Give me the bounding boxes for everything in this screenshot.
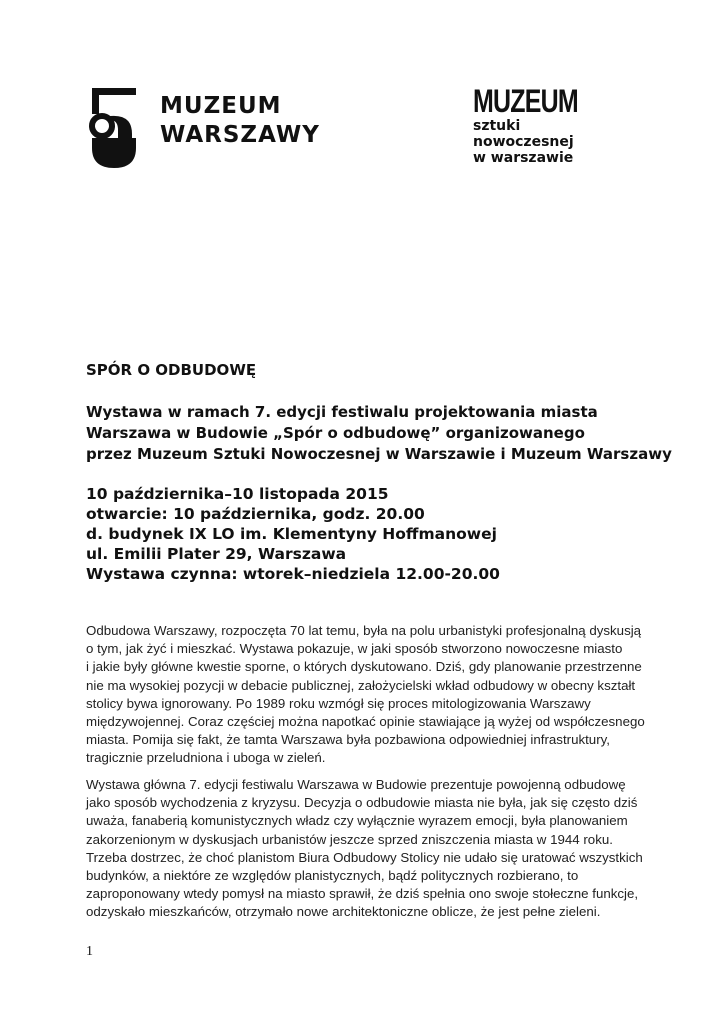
event-hours: Wystawa czynna: wtorek–niedziela 12.00-20.00	[86, 565, 500, 583]
paragraph-line: nie ma wysokiej pozycji w debacie publicznej, założycielski wkład odbudowy w obecny kształt	[86, 677, 636, 693]
msn-logo	[473, 84, 613, 176]
document-title: SPÓR O ODBUDOWĘ	[86, 361, 257, 379]
msn-logo-line-2: nowoczesnej	[473, 134, 574, 150]
muzeum-warszawy-wordmark	[160, 92, 320, 150]
mw-line-2: WARSZAWY	[160, 122, 320, 148]
msn-logo-big: MUZEUM	[473, 83, 578, 119]
page-number: 1	[86, 944, 93, 959]
paragraph-line: zakorzenionym w dyskusjach urbanistów jeszcze sprzed zniszczenia miasta w 1944 roku.	[86, 831, 613, 847]
subtitle-line: Warszawa w Budowie „Spór o odbudowę” organizowanego	[86, 424, 585, 442]
event-address: ul. Emilii Plater 29, Warszawa	[86, 545, 347, 563]
paragraph-line: budynków, a niektóre ze względów planistycznych, bądź politycznych rozbierano, to	[86, 868, 579, 884]
body-paragraph-2	[86, 776, 656, 922]
paragraph-line: uważa, fanaberią komunistycznych władz czy wyłącznie wyrazem emocji, była planowaniem	[86, 813, 628, 829]
mermaid-emblem-icon	[88, 86, 148, 170]
subtitle-line: przez Muzeum Sztuki Nowoczesnej w Warszawie i Muzeum Warszawy	[86, 445, 672, 463]
paragraph-line: stolicy bywa ignorowany. Po 1989 roku wzmógł się proces mitologizowania Warszawy	[86, 695, 591, 711]
subtitle-line: Wystawa w ramach 7. edycji festiwalu projektowania miasta	[86, 403, 598, 421]
paragraph-line: Trzeba dostrzec, że choć planistom Biura Odbudowy Stolicy nie udało się uratować wszystkich	[86, 849, 643, 865]
paragraph-line: i jakie były główne kwestie sporne, o których dyskutowano. Dziś, gdy planowanie przestrzenne	[86, 659, 642, 675]
paragraph-line: Wystawa główna 7. edycji festiwalu Warszawa w Budowie prezentuje powojenną odbudowę	[86, 777, 626, 792]
paragraph-line: Odbudowa Warszawy, rozpoczęta 70 lat temu, była na polu urbanistyki profesjonalną dyskusją	[86, 623, 642, 638]
body-paragraph-1	[86, 622, 656, 768]
event-details	[86, 484, 646, 584]
event-venue: d. budynek IX LO im. Klementyny Hoffmanowej	[86, 525, 497, 543]
paragraph-line: zaproponowany wtedy pomysł na miasto sprawił, że dziś spełnia ono swoje stołeczne funkcje,	[86, 886, 639, 902]
paragraph-line: odzyskało mieszkańców, otrzymało nowe architektoniczne oblicze, że jest pełne zieleni.	[86, 904, 601, 920]
msn-logo-line-3: w warszawie	[473, 150, 574, 166]
event-opening: otwarcie: 10 października, godz. 20.00	[86, 505, 425, 523]
paragraph-line: o tym, jak żyć i mieszkać. Wystawa pokazuje, w jaki sposób stworzono nowoczesne miasto	[86, 641, 623, 657]
msn-logo-line-1: sztuki	[473, 118, 521, 134]
event-dates: 10 października–10 listopada 2015	[86, 485, 389, 503]
mw-line-1: MUZEUM	[160, 93, 282, 119]
paragraph-line: tragicznie przeludniona i uboga w zieleń.	[86, 750, 326, 766]
exhibition-subtitle	[86, 402, 672, 465]
paragraph-line: miasta. Pomija się fakt, że tamta Warszawa była pozbawiona odpowiedniej infrastruktury,	[86, 732, 610, 748]
paragraph-line: międzywojennej. Coraz częściej można napotkać opinie stawiające ją wyżej od współczesnego	[86, 714, 645, 730]
paragraph-line: jako sposób wychodzenia z kryzysu. Decyzja o odbudowie miasta nie była, jak się często dziś	[86, 795, 638, 811]
muzeum-warszawy-logo	[88, 86, 328, 170]
